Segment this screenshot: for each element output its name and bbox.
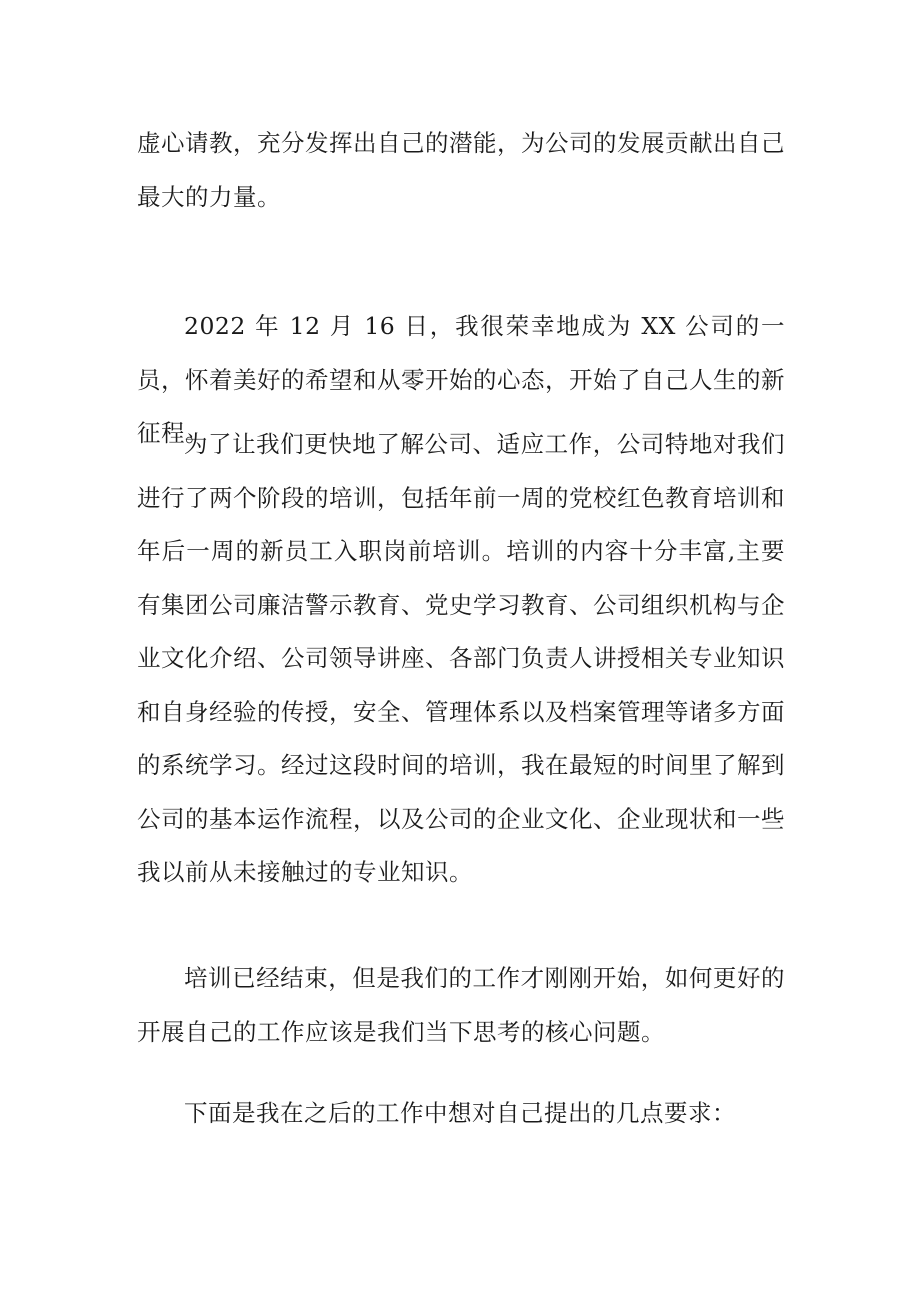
paragraph-requirements-intro: 下面是我在之后的工作中想对自己提出的几点要求：: [184, 1099, 736, 1127]
paragraph-continuation: 虚心请教，充分发挥出自己的潜能，为公司的发展贡献出自己最大的力量。: [137, 129, 785, 211]
paragraph-training-content: 为了让我们更快地了解公司、适应工作，公司特地对我们进行了两个阶段的培训，包括年前一周的党校红色教育培训和年后一周的新员工入职岗前培训。培训的内容十分丰富,主要有集团公司廉洁警示教育、党史学习教育、公司组织机构与企业文化介绍、公司领导讲座、各部门负责人讲授相关专业知识和自身经验的传授，安全、管理体系以及档案管理等诸多方面的系统学习。经过这段时间的培训，我在最短的时间里了解到公司的基本运作流程，以及公司的企业文化、企业现状和一些我以前从未接触过的专业知识。: [137, 430, 785, 886]
paragraph-join-company: 2022 年 12 月 16 日，我很荣幸地成为 XX 公司的一员，怀着美好的希望和从零开始的心态，开始了自己人生的新征程。: [137, 312, 785, 447]
paragraph-training-ended: 培训已经结束，但是我们的工作才刚刚开始，如何更好的开展自己的工作应该是我们当下思考的核心问题。: [137, 964, 785, 1046]
